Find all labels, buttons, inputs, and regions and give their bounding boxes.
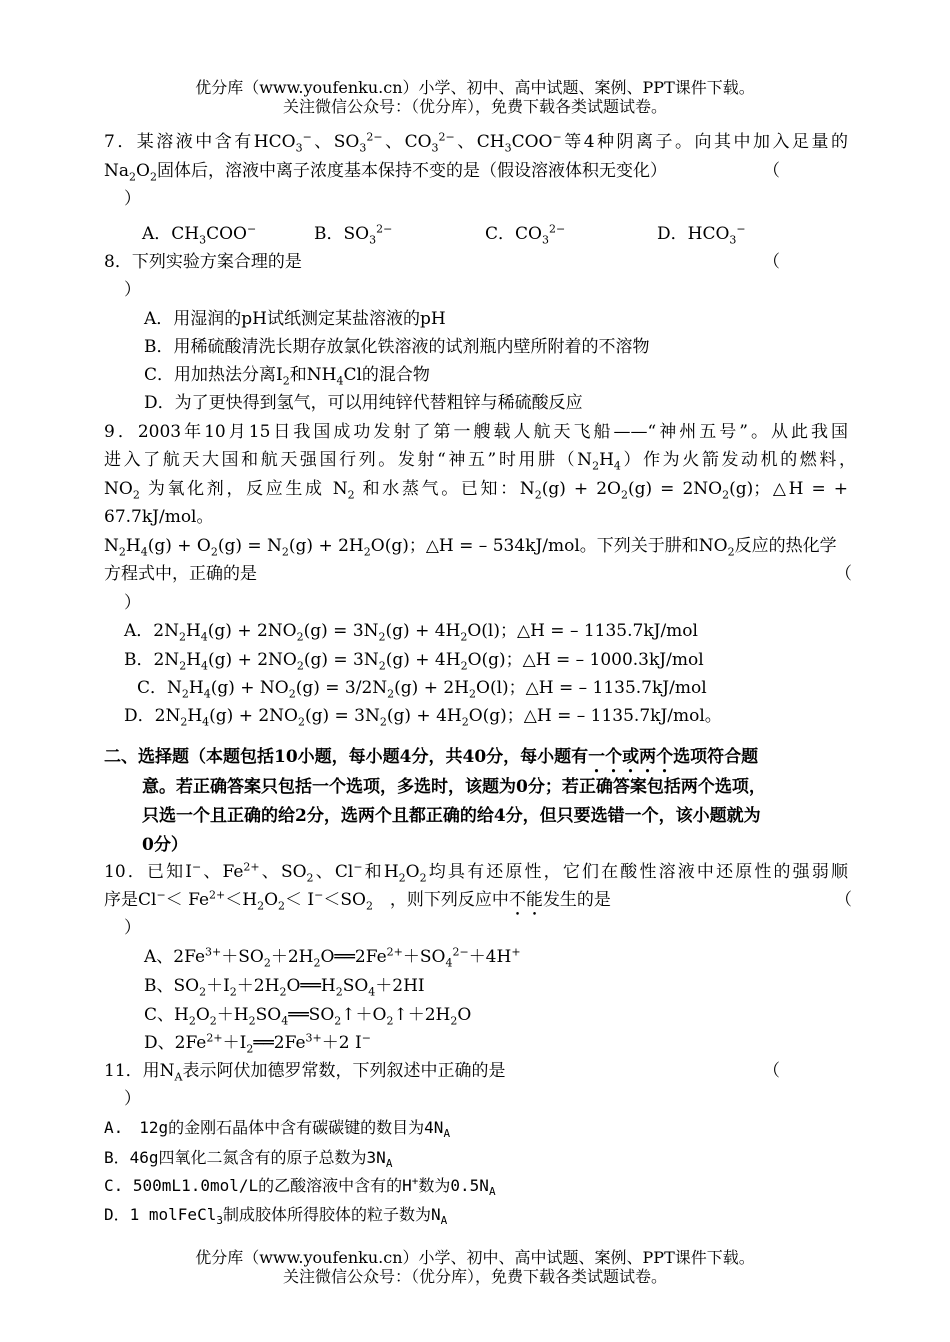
question-8-line-1: 8．下列实验方案合理的是 [104,252,302,272]
option-9-b: B．$2N_2H_4(g) + 2NO_2(g) = 3N_2(g) + 4H_2O(g)$；△H = – 1000.3kJ/mol [124,650,704,673]
question-7-line-1: 7．某溶液中含有$HCO_3^-$、$SO_3^{2-}$、$CO_3^{2-}$、$CH_3COO^-$等4种阴离子。向其中加入足量的 [104,130,848,155]
question-9-line-5: $N_2H_4(g) + O_2(g) = N_2(g) + 2H_2O(g)$；△H = – 534kJ/mol。下列关于肼和$NO_2$反应的热化学 [104,536,837,559]
option-11-d: D．1 molFeCl$_3$制成胶体所得胶体的粒子数为$N_A$ [104,1205,448,1228]
option-7-c: C．$CO_3^{2-}$ [485,222,566,247]
option-9-a: A．$2N_2H_4(g) + 2NO_2(g) = 3N_2(g) + 4H_2O(l)$；△H = – 1135.7kJ/mol [124,621,698,644]
section-2-line-2: 意。若正确答案只包括一个选项，多选时，该题为0分；若正确答案包括两个选项， [142,777,766,797]
option-9-c: C．$N_2H_4(g) + NO_2(g) = 3/2N_2(g) + 2H_2O(l)$；△H = – 1135.7kJ/mol [137,678,707,701]
question-9-line-4: 67.7kJ/mol。 [104,507,214,527]
option-7-b: B．$SO_3^{2-}$ [314,222,393,247]
option-10-d: D、$2Fe^{2+}+I_2══2Fe^{3+}+2$ I− [144,1031,371,1056]
answer-paren-close: ） [124,1089,141,1109]
answer-paren-close: ） [124,918,141,938]
header-line-2: 关注微信公众号：（优分库），免费下载各类试题试卷。 [282,97,667,116]
answer-paren-open: （ [763,252,780,272]
answer-paren-open: （ [763,161,780,181]
option-8-a: A．用湿润的pH试纸测定某盐溶液的pH [144,309,446,329]
answer-paren-open: （ [835,564,852,584]
question-10-line-2: 序是$Cl^-< Fe^{2+}<H_2O_2< I^-<SO_2$ ，则下列反应中不能发生的是 [104,888,611,913]
header-line-1: 优分库（www.youfenku.cn）小学、初中、高中试题、案例、PPT课件下载。 [195,78,755,97]
question-9-line-3: $NO_2$ 为氧化剂，反应生成 $N_2$ 和水蒸气。已知：$N_2(g) + 2O_2(g) = 2NO_2(g)$；△H = + [104,479,849,502]
option-7-a: A．$CH_3COO^-$ [142,222,257,247]
footer-line-1: 优分库（www.youfenku.cn）小学、初中、高中试题、案例、PPT课件下载。 [195,1248,755,1267]
option-10-b: B、$SO_2+I_2+2H_2O══H_2SO_4+2HI$ [144,976,425,999]
answer-paren-open: （ [835,890,852,910]
question-9-line-1: 9．2003年10月15日我国成功发射了第一艘载人航天飞船——“神州五号”。从此我国 [104,422,848,442]
option-11-a: A. 12g的金刚石晶体中含有碳碳键的数目为$4N_A$ [104,1118,451,1141]
option-9-d: D．$2N_2H_4(g) + 2NO_2(g) = 3N_2(g) + 4H_2O(g)$；△H = – 1135.7kJ/mol。 [124,706,722,729]
option-11-c: C. 500mL1.0mol/L的乙酸溶液中含有的H+数为$0.5N_A$ [104,1174,496,1199]
question-11-line-1: 11．用$N_A$表示阿伏加德罗常数，下列叙述中正确的是 [104,1061,506,1084]
answer-paren-close: ） [124,280,141,300]
section-2-line-4: 0分） [142,835,188,855]
option-8-b: B．用稀硫酸清洗长期存放氯化铁溶液的试剂瓶内壁所附着的不溶物 [144,337,650,357]
option-11-b: B．46g四氧化二氮含有的原子总数为$3N_A$ [104,1148,393,1171]
option-7-d: D．$HCO_3^-$ [657,222,746,247]
option-8-c: C．用加热法分离$I_2$和$NH_4Cl$的混合物 [144,365,430,388]
answer-paren-close: ） [124,189,141,209]
question-9-line-6: 方程式中，正确的是 [104,564,257,584]
footer-line-2: 关注微信公众号：（优分库），免费下载各类试题试卷。 [282,1267,667,1286]
section-2-line-1: 二、选择题（本题包括10小题，每小题4分，共40分，每小题有一个或两个选项符合题 [104,747,759,767]
option-10-c: C、$H_2O_2+H_2SO_4══SO_2↑+O_2↑+2H_2O$ [144,1005,472,1028]
answer-paren-open: （ [763,1061,780,1081]
question-9-line-2: 进入了航天大国和航天强国行列。发射“神五”时用肼$(N_2H_4)$作为火箭发动机的燃料， [104,450,856,473]
answer-paren-close: ） [124,593,141,613]
question-10-line-1: 10．已知I−、$Fe^{2+}$、$SO_2$、Cl−和$H_2O_2$均具有还原性，它们在酸性溶液中还原性的强弱顺 [104,860,848,885]
option-8-d: D．为了更快得到氢气，可以用纯锌代替粗锌与稀硫酸反应 [144,393,583,413]
option-10-a: A、$2Fe^{3+}+SO_2+2H_2O══2Fe^{2+}+SO_4^{2-}+4H^+$ [144,945,521,970]
section-2-line-3: 只选一个且正确的给2分，选两个且都正确的给4分，但只要选错一个，该小题就为 [142,806,761,826]
question-7-line-2: $Na_2O_2$固体后，溶液中离子浓度基本保持不变的是（假设溶液体积无变化） [104,161,667,184]
